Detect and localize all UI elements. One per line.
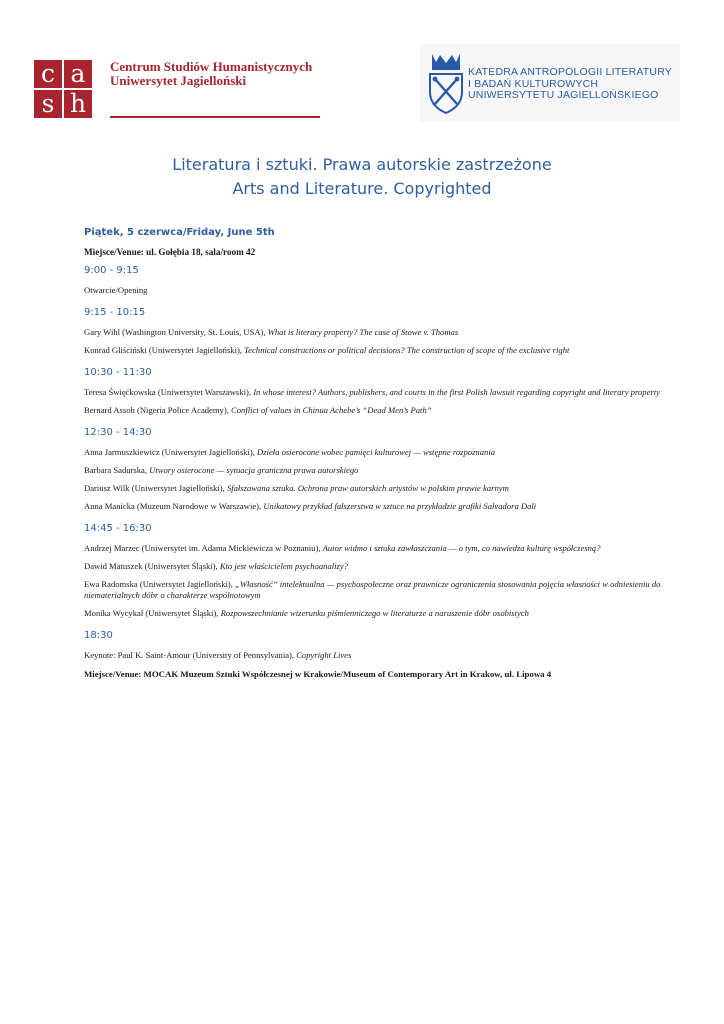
slot-time: 10:30 - 11:30 <box>84 367 152 378</box>
program-slot <box>84 626 664 661</box>
list-item <box>84 608 664 619</box>
cash-logo-letter: s <box>34 90 62 118</box>
list-item <box>84 483 664 494</box>
speaker: Bernard Assoh (Nigeria Police Academy), <box>84 405 232 415</box>
list-item <box>84 561 664 572</box>
slot-time: 9:15 - 10:15 <box>84 307 146 318</box>
speaker: Gary Wihl (Washington University, St. Louis, USA), <box>84 327 268 337</box>
speaker: Monika Wycykał (Uniwersytet Śląski), <box>84 608 221 618</box>
speaker: Teresa Święćkowska (Uniwersytet Warszawski), <box>84 387 254 397</box>
slot-time: 12:30 - 14:30 <box>84 427 152 438</box>
katedra-name-line3: UNIWERSYTETU JAGIELLOŃSKIEGO <box>468 89 659 101</box>
talk-title: Unikatowy przykład fałszerstwa w sztuce na przykładzie grafiki Salvadora Dali <box>263 501 537 511</box>
cash-divider <box>110 116 320 118</box>
list-item <box>84 405 664 416</box>
list-item <box>84 447 664 458</box>
talk-title: Technical constructions or political decisions? The construction of scope of the exclusive right <box>244 345 570 355</box>
talk-title: Rozpowszechnianie wizerunku piśmienniczego w literaturze a naruszenie dóbr osobistych <box>220 608 529 618</box>
slot-time: 9:00 - 9:15 <box>84 265 139 276</box>
talk-title: Copyright Lives <box>296 650 352 660</box>
list-item <box>84 345 664 356</box>
list-item <box>84 285 664 296</box>
talk-title: Sfałszowana sztuka. Ochrona praw autorskich artystów w polskim prawie karnym <box>226 483 509 493</box>
university-crest-icon <box>424 48 468 118</box>
speaker: Dawid Matuszek (Uniwersytet Śląski), <box>84 561 220 571</box>
slot-time: 18:30 <box>84 630 113 641</box>
speaker: Otwarcie/Opening <box>84 285 148 295</box>
talk-title: What is literary property? The case of Stowe v. Thomas <box>267 327 459 337</box>
evening-venue: Miejsce/Venue: MOCAK Muzeum Sztuki Współczesnej w Krakowie/Museum of Contemporary Art in Krakow, ul. Lipowa 4 <box>84 669 552 679</box>
speaker: Anna Jarmuszkiewicz (Uniwersytet Jagielloński), <box>84 447 258 457</box>
program <box>84 224 664 680</box>
speaker: Anna Manicka (Muzeum Narodowe w Warszawie), <box>84 501 264 511</box>
list-item <box>84 501 664 512</box>
program-slot <box>84 303 664 356</box>
program-date: Piątek, 5 czerwca/Friday, June 5th <box>84 227 275 238</box>
talk-title: Kto jest właścicielem psychoanalizy? <box>219 561 348 571</box>
katedra-name-line2: I BADAŃ KULTUROWYCH <box>468 77 599 90</box>
talk-title: „Własność” intelektualna — psychospołeczne oraz prawnicze ograniczenia stosowania pojęcia własności w odniesieniu do niematerialnych dóbr o charakterze wspólnotowym <box>84 579 661 600</box>
cash-logo-letter: h <box>64 90 92 118</box>
speaker: Keynote: Paul K. Saint-Amour (University of Pennsylvania), <box>84 650 297 660</box>
cash-institution-name <box>110 60 312 88</box>
speaker: Konrad Gliściński (Uniwersytet Jagielloński), <box>84 345 245 355</box>
cash-logo-letter: a <box>64 60 92 88</box>
cash-logo <box>34 60 92 118</box>
slot-time: 14:45 - 16:30 <box>84 523 152 534</box>
list-item <box>84 387 664 398</box>
talk-title: Autor widmo i sztuka zawłaszczania — o tym, co nawiedza kulturę współczesną? <box>322 543 601 553</box>
program-slot <box>84 363 664 416</box>
katedra-name-line1: KATEDRA ANTROPOLOGII LITERATURY <box>468 66 672 78</box>
speaker: Dariusz Wilk (Uniwersytet Jagielloński), <box>84 483 227 493</box>
cash-logo-letter: c <box>34 60 62 88</box>
list-item <box>84 465 664 476</box>
page-title-polish: Literatura i sztuki. Prawa autorskie zastrzeżone <box>172 155 552 174</box>
list-item <box>84 650 664 661</box>
list-item <box>84 327 664 338</box>
speaker: Ewa Radomska (Uniwersytet Jagielloński), <box>84 579 236 589</box>
speaker: Andrzej Marzec (Uniwersytet im. Adama Mickiewicza w Poznaniu), <box>84 543 323 553</box>
talk-title: In whose interest? Authors, publishers, and courts in the first Polish lawsuit regarding copyright and literary property <box>253 387 660 397</box>
cash-name-line1: Centrum Studiów Humanistycznych <box>110 59 313 74</box>
katedra-name <box>468 67 672 102</box>
program-slot <box>84 261 664 296</box>
page-title-english: Arts and Literature. Copyrighted <box>232 179 492 198</box>
talk-title: Conflict of values in Chinua Achebe’s “Dead Men’s Path” <box>231 405 432 415</box>
program-slot <box>84 423 664 512</box>
katedra-logo <box>420 44 680 122</box>
list-item <box>84 543 664 554</box>
program-venue: Miejsce/Venue: ul. Gołębia 18, sala/room 42 <box>84 247 256 257</box>
program-slot <box>84 519 664 619</box>
cash-name-line2: Uniwersytet Jagielloński <box>110 73 247 88</box>
talk-title: Dzieła osierocone wobec pamięci kulturowej — wstępne rozpoznania <box>257 447 495 457</box>
list-item <box>84 579 664 601</box>
talk-title: Utwory osierocone — sytuacja graniczna prawa autorskiego <box>149 465 359 475</box>
speaker: Barbara Sadurska, <box>84 465 150 475</box>
